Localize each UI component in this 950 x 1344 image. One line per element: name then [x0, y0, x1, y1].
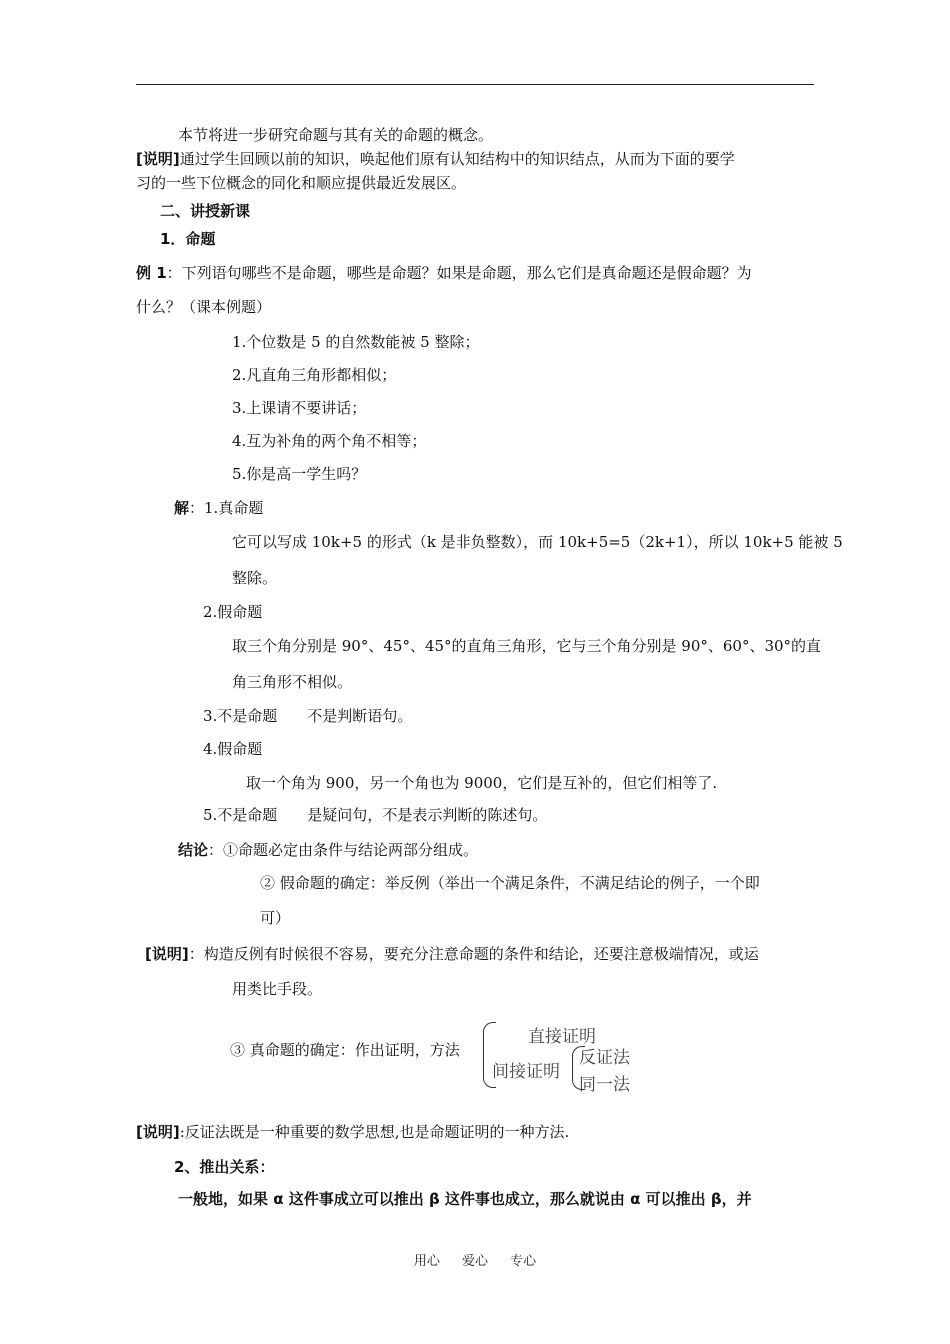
conclusion-2-line-2: 可）: [260, 909, 291, 927]
note-text: :反证法既是一种重要的数学思想,也是命题证明的一种方法.: [179, 1123, 570, 1141]
header-rule: [136, 84, 814, 85]
method-text: ③ 真命题的确定：作出证明，方法: [230, 1041, 460, 1059]
intro-paragraph: 本节将进一步研究命题与其有关的命题的概念。: [178, 126, 494, 144]
solution-4-title: 4.假命题: [203, 740, 263, 758]
conclusion-tag: 结论: [178, 841, 209, 859]
note-tag: [说明]: [145, 945, 189, 963]
solution-text: ：1.真命题: [189, 499, 264, 517]
note-1-line-1: [136, 149, 735, 169]
example-text: ：下列语句哪些不是命题，哪些是命题？如果是命题，那么它们是真命题还是假命题？为: [166, 264, 752, 282]
solution-3: 3.不是命题 不是判断语句。: [203, 707, 413, 725]
example-tag: 例 1: [136, 264, 167, 282]
solution-1-title: [174, 498, 263, 518]
note-2-line-2: 用类比手段。: [232, 980, 323, 998]
note-text: 通过学生回顾以前的知识，唤起他们原有认知结构中的知识结点，从而为下面的要学: [179, 150, 735, 168]
footer-word: 用心: [413, 1254, 440, 1269]
method-direct: 直接证明: [528, 1027, 596, 1047]
implication-paragraph: 一般地，如果 α 这件事成立可以推出 β 这件事也成立，那么就说由 α 可以推出 β，并: [178, 1190, 752, 1208]
solution-1-line-2: 整除。: [232, 569, 278, 587]
method-indirect: 间接证明: [492, 1062, 560, 1082]
page-footer: [0, 1250, 950, 1269]
solution-2-line-1: 取三个角分别是 90°、45°、45°的直角三角形，它与三个角分别是 90°、60°、30°的直: [232, 637, 822, 655]
note-1-line-2: 习的一些下位概念的同化和顺应提供最近发展区。: [136, 174, 467, 192]
solution-4-line: 取一个角为 900，另一个角也为 9000，它们是互补的，但它们相等了.: [246, 774, 718, 792]
example-item: 4.互为补角的两个角不相等；: [232, 432, 427, 450]
solution-tag: 解: [174, 499, 190, 517]
note-text: ：构造反例有时候很不容易，要充分注意命题的条件和结论，还要注意极端情况，或运: [188, 945, 759, 963]
footer-word: 爱心: [461, 1254, 488, 1269]
example-line-1: [136, 263, 752, 283]
solution-2-title: 2.假命题: [203, 603, 263, 621]
solution-5: 5.不是命题 是疑问句，不是表示判断的陈述句。: [203, 806, 548, 824]
section-heading: 二、讲授新课: [160, 202, 251, 220]
conclusion-text: ：①命题必定由条件与结论两部分组成。: [208, 841, 479, 859]
example-item: 5.你是高一学生吗？: [232, 465, 367, 483]
note-3: [136, 1122, 569, 1142]
footer-word: 专心: [510, 1254, 537, 1269]
note-tag: [说明]: [136, 1123, 180, 1141]
solution-2-line-2: 角三角形不相似。: [232, 673, 353, 691]
solution-1-line-1: 它可以写成 10k+5 的形式（k 是非负整数），而 10k+5=5（2k+1），所以 10k+5 能被 5: [232, 533, 843, 551]
note-tag: [说明]: [136, 150, 180, 168]
method-identity: 同一法: [579, 1075, 630, 1095]
example-line-2: 什么？（课本例题）: [136, 298, 272, 316]
conclusion-1: [178, 840, 478, 860]
subsection-heading-propositions: 1．命题: [160, 230, 216, 248]
conclusion-2-line-1: ② 假命题的确定：举反例（举出一个满足条件，不满足结论的例子，一个即: [260, 874, 760, 892]
method-contradiction: 反证法: [579, 1048, 630, 1068]
subsection-heading-implication: 2、推出关系：: [174, 1158, 275, 1176]
example-item: 2.凡直角三角形都相似；: [232, 366, 397, 384]
note-2-line-1: [145, 944, 759, 964]
example-item: 1.个位数是 5 的自然数能被 5 整除；: [232, 333, 480, 351]
example-item: 3.上课请不要讲话；: [232, 399, 367, 417]
